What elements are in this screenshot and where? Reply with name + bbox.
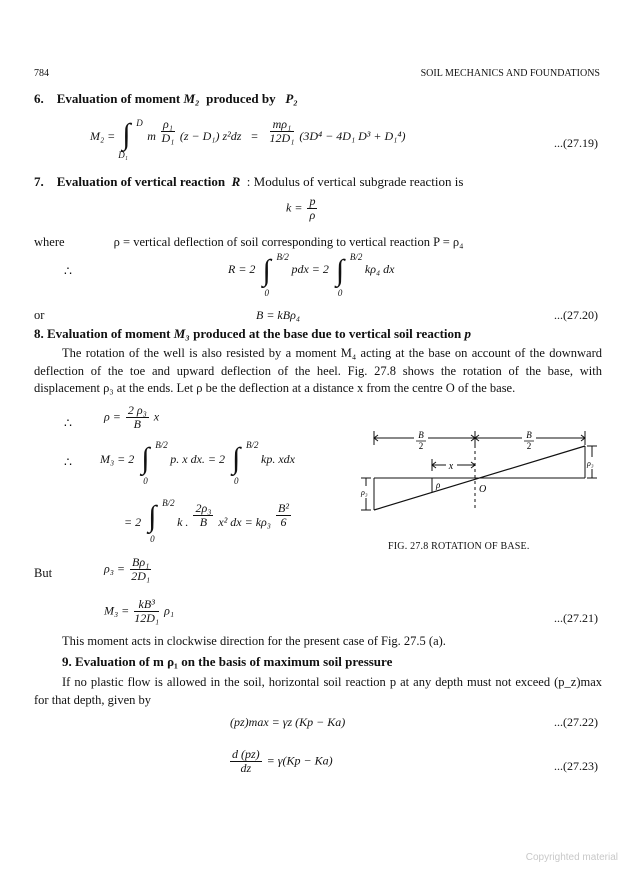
half-width-label: B (418, 430, 424, 440)
copyright-watermark: Copyrighted material (525, 852, 618, 863)
eq-lhs: M₃ = 2 (100, 452, 135, 466)
eq-term: = γ(Kp − Ka) (266, 753, 333, 768)
upper-limit: D (136, 118, 143, 128)
eq-term: kp. xdx (261, 452, 295, 466)
running-title: SOIL MECHANICS AND FOUNDATIONS (420, 68, 600, 79)
eq-lhs: M₂ = (90, 129, 116, 144)
equation-27-22: (pz)max = γz (Kp − Ka) (230, 715, 346, 729)
fraction: $\frac{\text{B²}}{6}$ (277, 501, 289, 529)
eq-lhs: = 2 (124, 515, 142, 530)
section-7-heading (34, 174, 463, 190)
eq-term: (3D⁴ − 4D₁ D³ + D₁⁴) (299, 129, 406, 144)
equation-number: ...(27.19) (554, 136, 598, 150)
section-title-rest: produced at the base due to vertical soil reaction (193, 326, 462, 341)
page-number: 784 (34, 68, 49, 79)
eq-lhs: k = (286, 200, 303, 215)
fraction: $\frac{\text{mρ₁}}{\text{12D₁}}$ (269, 117, 295, 145)
rho3-label: ρ₃ (587, 459, 594, 468)
rho-label: ρ (436, 480, 441, 490)
M3-expanded-equation (124, 498, 293, 544)
section-title-mid: produced by (206, 91, 276, 106)
equation-27-23 (228, 748, 333, 775)
equation-27-19 (90, 118, 406, 160)
symbol: p (464, 326, 472, 341)
k-equation (286, 195, 319, 222)
section-title: Evaluation of moment (56, 91, 181, 106)
eq-term: kρ₄ dx (364, 262, 395, 276)
section-title: Evaluation of vertical reaction (56, 174, 226, 189)
fraction: $\frac{d (pz)}{dz}$ (232, 747, 260, 775)
eq-term: x (153, 409, 160, 424)
eq-lhs: ρ₃ = (104, 561, 126, 576)
section-6-heading (34, 91, 298, 107)
eq-term: x² dx = kρ₃ (218, 515, 271, 530)
x-label: x (448, 461, 454, 472)
fraction: $\frac{\text{kB³}}{\text{12D₁}}$ (134, 597, 160, 625)
equation-number: ...(27.20) (554, 308, 598, 322)
eq-term: (z − D₁) z²dz (179, 129, 242, 144)
symbol: M₃ (173, 326, 190, 341)
half-width-label: B (526, 430, 532, 440)
centre-label: O (479, 484, 487, 495)
fraction: $\frac{\text{2ρ₃}}{B}$ (195, 501, 212, 529)
but-label: But (34, 566, 53, 580)
section-text: : Modulus of vertical subgrade reaction is (246, 174, 464, 189)
eq-equals: = (250, 129, 259, 144)
where-label: where (34, 235, 65, 249)
section-number: 6. (34, 91, 44, 106)
half-width-label: 2 (418, 441, 424, 451)
equation-number: ...(27.23) (554, 759, 598, 773)
eq-term: pdx = 2 (291, 262, 329, 276)
eq-lhs: ρ = (104, 409, 121, 424)
section-number: 7. (34, 174, 44, 189)
where-text: ρ = vertical deflection of soil corresponding to vertical reaction P = ρ₄ (113, 235, 464, 249)
therefore-symbol: ∴ (64, 416, 72, 430)
eq-lhs: R = 2 (228, 262, 256, 276)
symbol: P₂ (285, 91, 298, 106)
paragraph-clockwise (34, 633, 602, 651)
integral: ∫ B/2 0 (335, 252, 363, 298)
paragraph-text: If no plastic flow is allowed in the soil, horizontal soil reaction p at any depth must not exceed (p_z)max for that depth, given by (34, 675, 602, 707)
therefore-symbol: ∴ (64, 455, 72, 469)
or-label: or (34, 308, 45, 322)
eq-term: ρ₁ (164, 603, 175, 618)
symbol: M₂ (183, 91, 200, 106)
paragraph-plastic-flow (34, 674, 602, 709)
integral: ∫ D D₁ (118, 118, 143, 160)
M3-equation (100, 440, 295, 486)
paragraph-text: This moment acts in clockwise direction for the present case of Fig. 27.5 (a). (62, 634, 446, 648)
fraction: $\frac{\text{2 ρ₃}}{B}$ (127, 403, 147, 431)
fraction: $\frac{\text{ρ₁}}{\text{D₁}}$ (161, 117, 175, 145)
rotation-of-base-figure (360, 428, 600, 540)
rho3-equation (104, 556, 153, 583)
integral: ∫ B/2 0 (148, 498, 175, 544)
eq-lhs: M₃ = (104, 603, 130, 618)
fraction: $\frac{\text{Bρ₁}}{\text{2D₁}}$ (131, 555, 151, 583)
equation-number: ...(27.22) (554, 715, 598, 729)
R-equation (228, 252, 394, 298)
integral: ∫ B/2 0 (262, 252, 289, 298)
rho-equation (104, 404, 159, 431)
eq-term: k . (177, 515, 189, 530)
therefore-symbol: ∴ (64, 264, 72, 278)
paragraph-text: The rotation of the well is also resisted by a moment M₄ acting at the base on account of the downward deflection of the toe and upward deflection of the heel. Fig. 27.8 shows the rotation of the base, with displacement ρ₃ at the ends. Let ρ be the deflection at a distance x from the centre O of the base. (34, 346, 602, 395)
section-9-heading: 9. Evaluation of m ρ₁ on the basis of maximum soil pressure (62, 654, 393, 669)
eq-term: p. x dx. = 2 (170, 452, 226, 466)
fraction: $\frac{p}{\rho}$ (309, 194, 316, 222)
integral: ∫ B/2 0 (232, 440, 259, 486)
integral: ∫ B/2 0 (141, 440, 168, 486)
where-line (34, 235, 463, 250)
section-title: 8. Evaluation of moment (34, 326, 171, 341)
equation-number: ...(27.21) (554, 611, 598, 625)
paragraph-rotation (34, 345, 602, 398)
figure-caption: FIG. 27.8 ROTATION OF BASE. (388, 541, 530, 552)
eq-term: m (147, 129, 156, 144)
B-equation: B = kBρ₄ (256, 308, 301, 322)
half-width-label: 2 (526, 441, 532, 451)
symbol: R (231, 174, 241, 189)
M3-result-equation (104, 598, 174, 625)
rho3-label: ρ₃ (361, 488, 368, 497)
lower-limit: D₁ (118, 150, 128, 160)
section-8-heading (34, 326, 471, 342)
